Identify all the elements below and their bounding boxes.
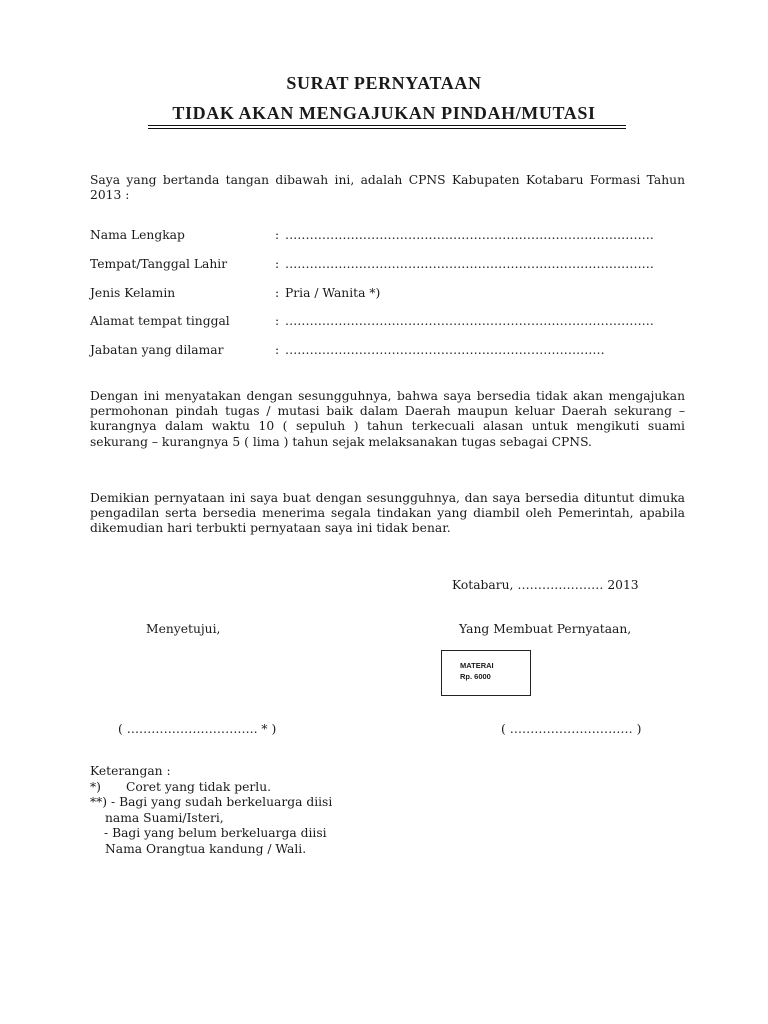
notes-heading: Keterangan : — [90, 764, 171, 778]
field-label: Jabatan yang dilamar — [90, 343, 224, 357]
field-label: Jenis Kelamin — [90, 286, 176, 300]
signature-maker: ( ………………………… ) — [501, 722, 642, 736]
closing-paragraph: Demikian pernyataan ini saya buat dengan sesungguhnya, dan saya bersedia dituntut dimuka pengadilan serta bersedia menerima segala tindakan yang diambil oleh Pemerintah, apabila dikemudian hari terbukti pernyataan saya ini tidak benar. — [90, 491, 685, 536]
field-tempat-tanggal-lahir — [90, 256, 690, 272]
field-nama-lengkap — [90, 227, 690, 243]
field-value: Pria / Wanita *) — [285, 286, 381, 300]
field-colon: : — [275, 314, 280, 328]
stamp-amount: Rp. 6000 — [460, 672, 491, 681]
note-marker: *) — [90, 779, 101, 794]
field-value: ……………………………………………………………………………… — [285, 314, 654, 328]
field-jenis-kelamin — [90, 285, 690, 301]
note-item: - Bagi yang belum berkeluarga diisi — [104, 826, 327, 840]
field-colon: : — [275, 257, 280, 271]
document-subtitle: TIDAK AKAN MENGAJUKAN PINDAH/MUTASI — [172, 103, 596, 123]
document-title: SURAT PERNYATAAN — [286, 73, 482, 93]
note-item-continuation: nama Suami/Isteri, — [105, 810, 224, 825]
field-colon: : — [275, 228, 280, 242]
note-item-continuation: Nama Orangtua kandung / Wali. — [105, 841, 307, 856]
field-value: …………………………………………………………………… — [285, 343, 605, 357]
title-underline-bottom — [148, 128, 626, 129]
field-jabatan-yang-dilamar — [90, 342, 690, 358]
field-label: Nama Lengkap — [90, 228, 185, 242]
note-text: Coret yang tidak perlu. — [126, 779, 272, 794]
place-date: Kotabaru, ………………… 2013 — [452, 578, 639, 592]
notes-section — [90, 764, 510, 857]
field-colon: : — [275, 343, 280, 357]
note-item: **) - Bagi yang sudah berkeluarga diisi — [90, 795, 333, 809]
title-underline-top — [148, 125, 626, 126]
maker-label: Yang Membuat Pernyataan, — [459, 622, 632, 636]
field-colon: : — [275, 286, 280, 300]
field-value: ……………………………………………………………………………… — [285, 257, 654, 271]
statement-paragraph: Dengan ini menyatakan dengan sesungguhnya, bahwa saya bersedia tidak akan mengajukan permohonan pindah tugas / mutasi baik dalam Daerah maupun keluar Daerah sekurang – kurangnya dalam waktu 10 ( sepuluh ) tahun terkecuali alasan untuk mengikuti suami sekurang – kurangnya 5 ( lima ) tahun sejak melaksanakan tugas sebagai CPNS. — [90, 389, 685, 449]
approve-label: Menyetujui, — [146, 622, 221, 636]
intro-paragraph: Saya yang bertanda tangan dibawah ini, adalah CPNS Kabupaten Kotabaru Formasi Tahun 2013 : — [90, 173, 685, 203]
field-alamat-tempat-tinggal — [90, 313, 690, 329]
note-item — [90, 780, 510, 796]
field-label: Alamat tempat tinggal — [90, 314, 230, 328]
field-label: Tempat/Tanggal Lahir — [90, 257, 228, 271]
signature-approver: ( ………………………….. * ) — [118, 722, 277, 736]
materai-stamp-box — [441, 650, 531, 696]
stamp-label: MATERAI — [460, 661, 494, 670]
field-value: ……………………………………………………………………………… — [285, 228, 654, 242]
